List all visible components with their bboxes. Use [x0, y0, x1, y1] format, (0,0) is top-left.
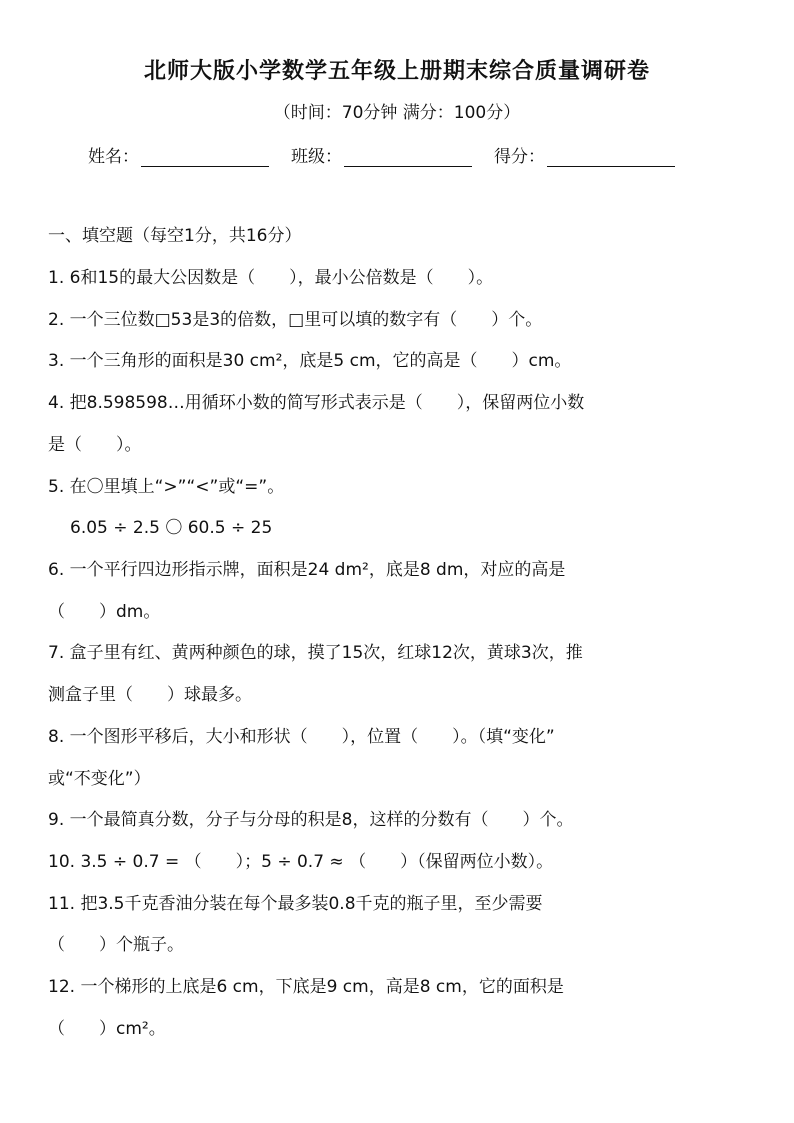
question-line: 12. 一个梯形的上底是6 cm，下底是9 cm，高是8 cm，它的面积是	[48, 977, 564, 997]
class-label: 班级：	[291, 147, 342, 167]
question-line: 6.05 ÷ 2.5 〇 60.5 ÷ 25	[70, 518, 273, 538]
question-line: （ ）cm²。	[48, 1019, 166, 1039]
student-info-row	[88, 142, 728, 167]
question-line: 11. 把3.5千克香油分装在每个最多装0.8千克的瓶子里，至少需要	[48, 894, 543, 914]
score-blank[interactable]	[547, 148, 675, 167]
question-line: 或“不变化”）	[48, 769, 151, 789]
question-line: 1. 6和15的最大公因数是（ ），最小公倍数是（ ）。	[48, 268, 494, 288]
exam-time-score: （时间：70分钟 满分：100分）	[273, 103, 521, 123]
question-line: 7. 盒子里有红、黄两种颜色的球，摸了15次，红球12次，黄球3次，推	[48, 643, 583, 663]
question-line: 4. 把8.598598…用循环小数的简写形式表示是（ ），保留两位小数	[48, 393, 585, 413]
question-line: 8. 一个图形平移后，大小和形状（ ），位置（ ）。（填“变化”	[48, 727, 555, 747]
question-line: （ ）个瓶子。	[48, 935, 184, 955]
page-title: 北师大版小学数学五年级上册期末综合质量调研卷	[143, 59, 650, 84]
question-line: 10. 3.5 ÷ 0.7 = （ ）；5 ÷ 0.7 ≈ （ ）（保留两位小数）。	[48, 852, 554, 872]
question-line: 9. 一个最简真分数，分子与分母的积是8，这样的分数有（ ）个。	[48, 810, 574, 830]
question-line: 3. 一个三角形的面积是30 cm²，底是5 cm，它的高是（ ）cm。	[48, 351, 572, 371]
question-line: （ ）dm。	[48, 602, 161, 622]
question-line: 5. 在〇里填上“>”“<”或“=”。	[48, 477, 285, 497]
question-line: 2. 一个三位数□53是3的倍数，□里可以填的数字有（ ）个。	[48, 310, 543, 330]
class-blank[interactable]	[344, 148, 472, 167]
score-label: 得分：	[494, 147, 545, 167]
class-field	[291, 142, 472, 167]
question-line: 是（ ）。	[48, 435, 142, 455]
name-field	[88, 142, 269, 167]
score-field	[494, 142, 675, 167]
name-label: 姓名：	[88, 147, 139, 167]
question-line: 6. 一个平行四边形指示牌，面积是24 dm²，底是8 dm，对应的高是	[48, 560, 566, 580]
section-heading: 一、填空题（每空1分，共16分）	[48, 226, 302, 246]
name-blank[interactable]	[141, 148, 269, 167]
question-line: 测盒子里（ ）球最多。	[48, 685, 252, 705]
